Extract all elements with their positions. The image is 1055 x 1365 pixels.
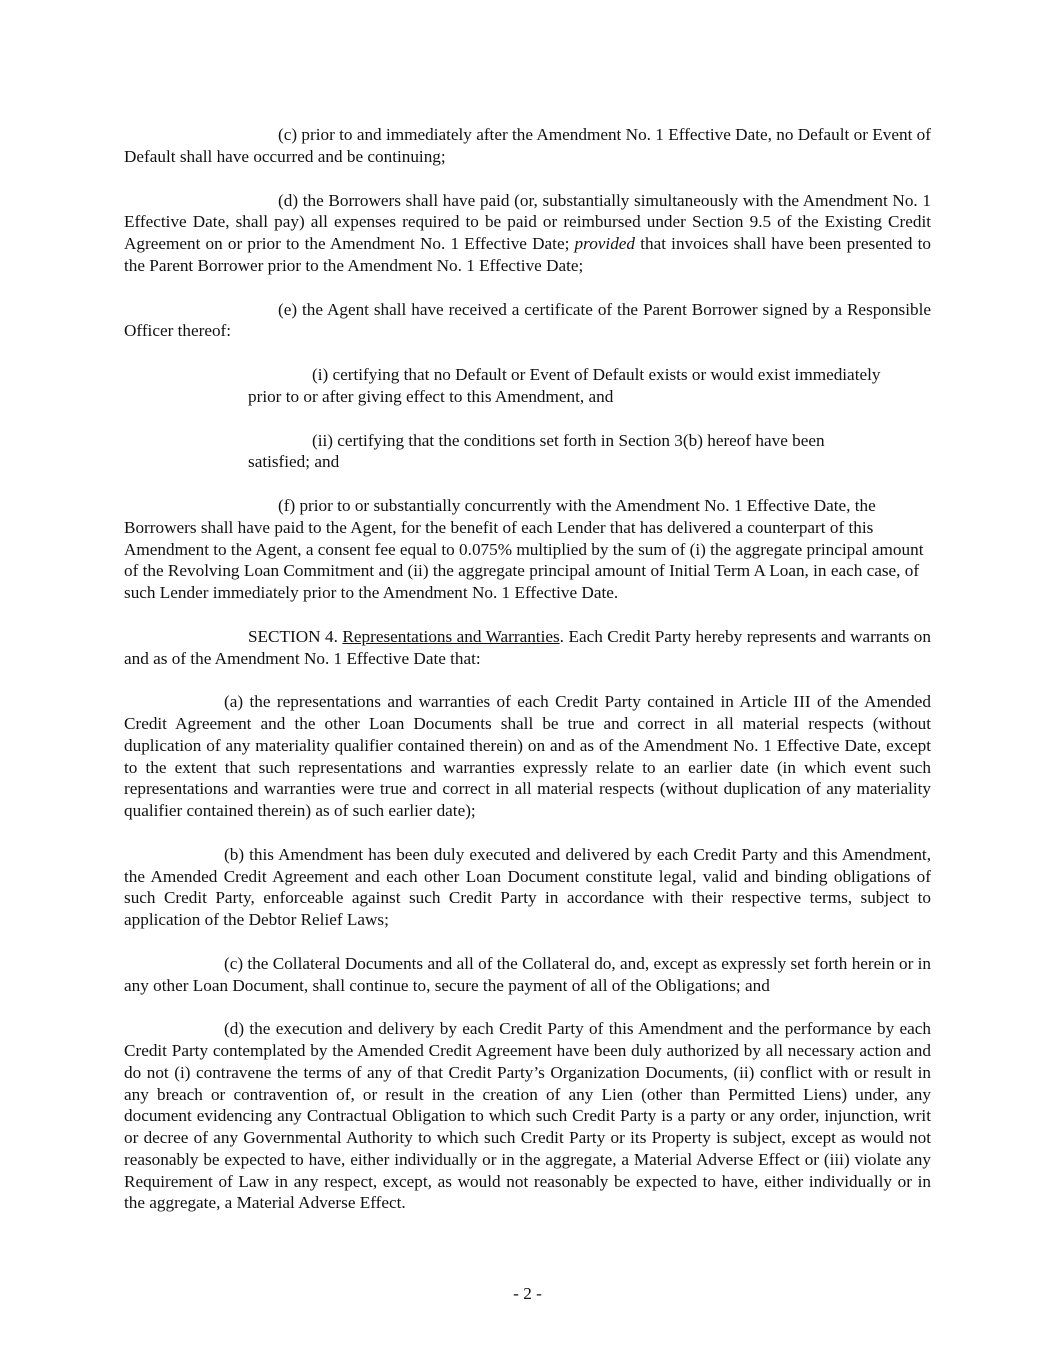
section-4-intro xyxy=(124,626,931,670)
paragraph-4a: (a) the representations and warranties of each Credit Party contained in Article III of the Amended Credit Agreement and the other Loan Documents shall be true and correct in all material respects (without duplication of any materiality qualifier contained therein) on and as of the Amendment No. 1 Effective Date, except to the extent that such representations and warranties expressly relate to an earlier date (in which event such representations and warranties were true and correct in all material respects (without duplication of any materiality qualifier contained therein) as of such earlier date); xyxy=(124,692,931,820)
paragraph-3e-ii: (ii) certifying that the conditions set forth in Section 3(b) hereof have been satisfied; and xyxy=(248,430,825,472)
section-4-heading: Representations and Warranties xyxy=(342,626,560,646)
paragraph-3d xyxy=(124,190,931,277)
section-4-intro-text: . Each Credit Party hereby represents and warrants on and as of the Amendment No. 1 Effective Date that: xyxy=(124,626,931,668)
paragraph-3f: (f) prior to or substantially concurrently with the Amendment No. 1 Effective Date, the Borrowers shall have paid to the Agent, for the benefit of each Lender that has delivered a counterpart of this Amendment to the Agent, a consent fee equal to 0.075% multiplied by the sum of (i) the aggregate principal amount of the Revolving Loan Commitment and (ii) the aggregate principal amount of Initial Term A Loan, in each case, of such Lender immediately prior to the Amendment No. 1 Effective Date. xyxy=(124,496,924,602)
paragraph-3e: (e) the Agent shall have received a certificate of the Parent Borrower signed by a Responsible Officer thereof: xyxy=(124,299,931,341)
paragraph-3d-text-2: that invoices shall have been presented to the Parent Borrower prior to the Amendment No. 1 Effective Date; xyxy=(124,234,931,275)
paragraph-4d: (d) the execution and delivery by each Credit Party of this Amendment and the performance by each Credit Party contemplated by the Amended Credit Agreement have been duly authorized by all necessary action and do not (i) contravene the terms of any of that Credit Party’s Organization Documents, (ii) conflict with or result in any breach or contravention of, or result in the creation of any Lien (other than Permitted Liens) under, any document evidencing any Contractual Obligation to which such Credit Party is a party or any order, injunction, writ or decree of any Governmental Authority to which such Credit Party or its Property is subject, except as would not reasonably be expected to have, either individually or in the aggregate, a Material Adverse Effect or (iii) violate any Requirement of Law in any respect, except, as would not reasonably be expected to have, either individually or in the aggregate, a Material Adverse Effect. xyxy=(124,1019,931,1213)
paragraph-3c: (c) prior to and immediately after the Amendment No. 1 Effective Date, no Default or Event of Default shall have occurred and be continuing; xyxy=(124,125,931,166)
paragraph-4c: (c) the Collateral Documents and all of the Collateral do, and, except as expressly set forth herein or in any other Loan Document, shall continue to, secure the payment of all of the Obligations; and xyxy=(124,953,931,995)
paragraph-3d-text-1: (d) the Borrowers shall have paid (or, substantially simultaneously with the Amendment No. 1 Effective Date, shall pay) all expenses required to be paid or reimbursed under Section 9.5 of the Existing Credit Agreement on or prior to the Amendment No. 1 Effective Date; xyxy=(124,190,931,253)
section-4-label: SECTION 4. xyxy=(248,626,343,646)
provided-italic: provided xyxy=(574,234,636,253)
paragraph-3e-i: (i) certifying that no Default or Event of Default exists or would exist immediately prior to or after giving effect to this Amendment, and xyxy=(248,365,881,406)
page-number: - 2 - xyxy=(513,1284,542,1303)
document-page xyxy=(124,124,931,1214)
paragraph-4b: (b) this Amendment has been duly executed and delivered by each Credit Party and this Amendment, the Amended Credit Agreement and each other Loan Document constitute legal, valid and binding obligations of such Credit Party, enforceable against such Credit Party in accordance with their respective terms, subject to application of the Debtor Relief Laws; xyxy=(124,844,931,929)
